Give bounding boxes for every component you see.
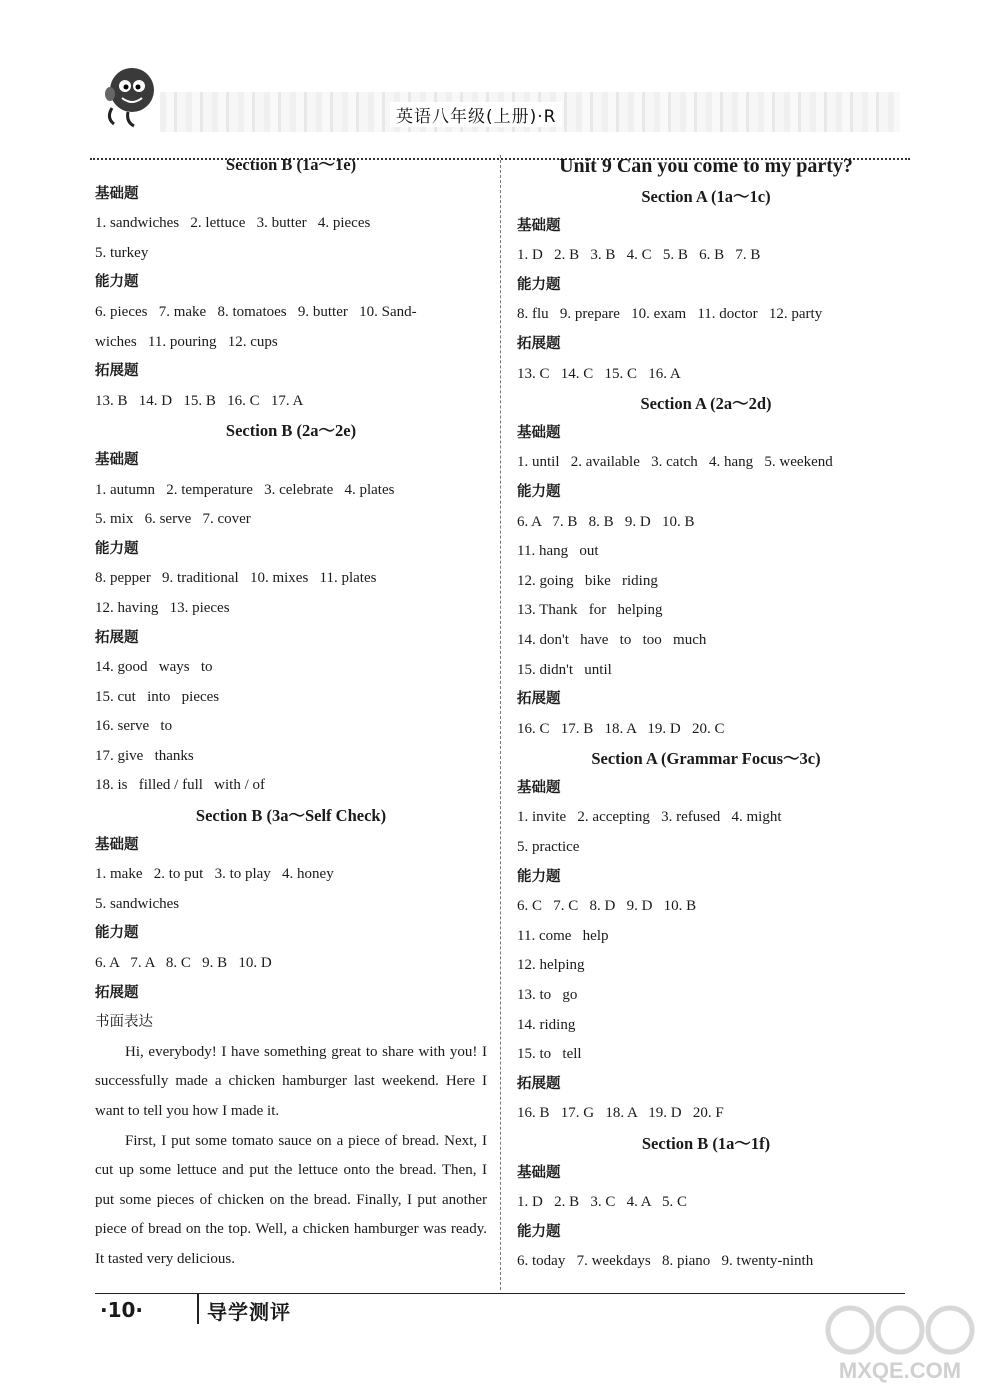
- category-label: 能力题: [95, 925, 139, 942]
- answer-line: 15. cut into pieces: [95, 688, 220, 705]
- answer-line: 14. riding: [517, 1016, 576, 1033]
- answer-line: 8. flu 9. prepare 10. exam 11. doctor 12. party: [517, 306, 823, 323]
- answer-line: 16. C 17. B 18. A 19. D 20. C: [517, 720, 725, 737]
- footer-separator: [197, 1294, 199, 1324]
- section-title: Section B (3a～Self Check): [195, 806, 387, 826]
- answer-line: 1. make 2. to put 3. to play 4. honey: [95, 866, 334, 883]
- category-label: 能力题: [95, 540, 139, 557]
- category-label: 能力题: [517, 868, 561, 885]
- answer-line: wiches 11. pouring 12. cups: [95, 333, 278, 350]
- answer-line: 6. A 7. B 8. B 9. D 10. B: [517, 513, 695, 530]
- category-label: 拓展题: [95, 629, 139, 646]
- section-title: Section B (1a～1f): [641, 1134, 771, 1153]
- mascot-icon: [98, 62, 160, 132]
- answer-line: 16. serve to: [95, 718, 173, 735]
- right-column: [517, 150, 895, 1277]
- category-label: 基础题: [95, 836, 139, 853]
- category-label: 能力题: [517, 483, 561, 500]
- answer-line: 8. pepper 9. traditional 10. mixes 11. plates: [95, 570, 377, 587]
- answer-line: 6. pieces 7. make 8. tomatoes 9. butter 10. Sand-: [95, 303, 417, 320]
- answer-line: 1. D 2. B 3. B 4. C 5. B 6. B 7. B: [517, 247, 761, 264]
- watermark-text: MXQE.COM: [838, 1358, 962, 1383]
- answer-line: 15. to tell: [517, 1046, 582, 1063]
- answer-line: 13. Thank for helping: [517, 602, 663, 619]
- answer-line: 12. going bike riding: [517, 572, 658, 589]
- watermark-logo: [810, 1300, 990, 1385]
- category-label: 基础题: [517, 1164, 561, 1181]
- category-label: 拓展题: [95, 363, 139, 380]
- category-label: 基础题: [517, 779, 561, 796]
- answer-line: 15. didn't until: [517, 661, 612, 678]
- answer-line: 5. mix 6. serve 7. cover: [95, 511, 251, 528]
- answer-line: 1. autumn 2. temperature 3. celebrate 4. plates: [95, 481, 395, 498]
- category-label: 基础题: [517, 217, 561, 234]
- essay-paragraph: Hi, everybody! I have something great to share with you! I successfully made a chicken hamburger last weekend. Here I want to tell you how I made it.: [95, 1043, 487, 1119]
- brand-name: 导学测评: [207, 1300, 291, 1324]
- answer-line: 11. hang out: [517, 543, 599, 560]
- answer-line: 5. sandwiches: [95, 895, 180, 912]
- essay-paragraph: First, I put some tomato sauce on a piece of bread. Next, I cut up some lettuce and put the lettuce onto the bread. Then, I put some pieces of chicken on the bread. Finally, I put another piece of bread on the top. Well, a chicken hamburger was ready. It tasted very delicious.: [95, 1132, 487, 1267]
- column-divider: [500, 155, 501, 1290]
- page-header: [90, 62, 910, 162]
- section-title: Section A (1a～1c): [641, 187, 771, 206]
- page-number: ·10·: [100, 1298, 144, 1322]
- category-label: 能力题: [517, 1223, 561, 1240]
- answer-line: 5. turkey: [95, 244, 149, 261]
- category-label: 拓展题: [517, 691, 561, 708]
- answer-line: 13. to go: [517, 987, 578, 1004]
- answer-line: 1. sandwiches 2. lettuce 3. butter 4. pieces: [95, 215, 371, 232]
- category-label: 拓展题: [517, 1075, 561, 1092]
- answer-line: 12. having 13. pieces: [95, 599, 230, 616]
- category-label: 基础题: [95, 451, 139, 468]
- answer-line: 1. invite 2. accepting 3. refused 4. might: [517, 809, 782, 826]
- answer-line: 1. until 2. available 3. catch 4. hang 5. weekend: [517, 454, 833, 471]
- answer-line: 1. D 2. B 3. C 4. A 5. C: [517, 1194, 688, 1211]
- category-label: 基础题: [517, 424, 561, 441]
- footer-rule: [95, 1293, 905, 1294]
- category-label: 拓展题: [517, 335, 561, 352]
- category-label: 拓展题: [95, 984, 139, 1001]
- left-column: [95, 150, 487, 1275]
- section-title: Section B (2a～2e): [225, 421, 357, 441]
- essay-label: 书面表达: [95, 1014, 153, 1031]
- header-title: 英语八年级(上册)·R: [390, 102, 562, 127]
- answer-line: 17. give thanks: [95, 747, 194, 764]
- answer-line: 6. A 7. A 8. C 9. B 10. D: [95, 955, 272, 972]
- answer-line: 12. helping: [517, 957, 585, 974]
- answer-line: 18. is filled / full with / of: [95, 777, 265, 794]
- category-label: 能力题: [95, 274, 139, 291]
- section-title: Section B (1a～1e): [225, 155, 357, 174]
- answer-line: 14. don't have to too much: [517, 631, 707, 648]
- unit-title: Unit 9 Can you come to my party?: [559, 155, 853, 177]
- category-label: 能力题: [517, 276, 561, 293]
- section-title: Section A (Grammar Focus～3c): [591, 749, 821, 769]
- category-label: 基础题: [95, 185, 139, 202]
- answer-line: 6. today 7. weekdays 8. piano 9. twenty-ninth: [517, 1253, 814, 1270]
- answer-line: 13. B 14. D 15. B 16. C 17. A: [95, 392, 304, 409]
- answer-line: 13. C 14. C 15. C 16. A: [517, 365, 681, 382]
- answer-line: 16. B 17. G 18. A 19. D 20. F: [517, 1105, 724, 1122]
- answer-line: 6. C 7. C 8. D 9. D 10. B: [517, 898, 697, 915]
- answer-line: 5. practice: [517, 839, 580, 856]
- section-title: Section A (2a～2d): [640, 394, 772, 414]
- answer-line: 14. good ways to: [95, 659, 213, 676]
- answer-line: 11. come help: [517, 927, 609, 944]
